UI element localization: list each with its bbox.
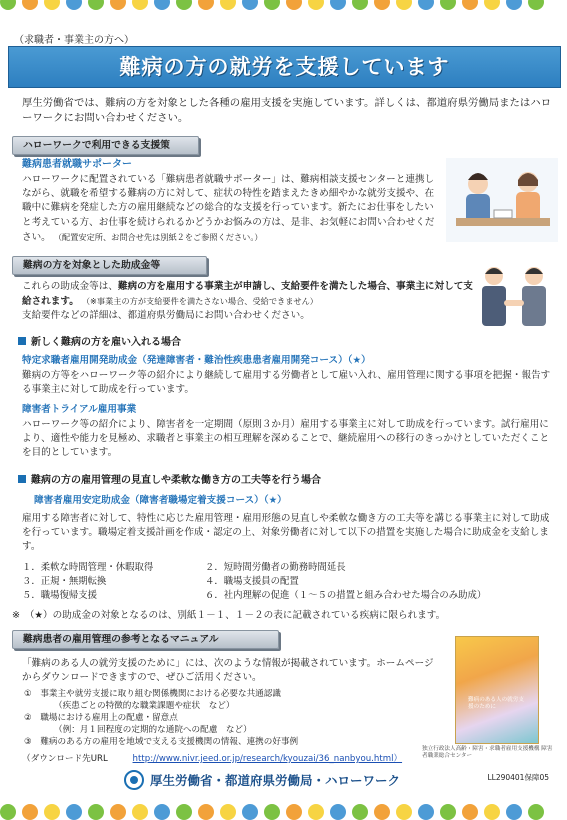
supporter-note: （配置安定所、お問合せ先は別紙２をご参照ください。） [53, 231, 263, 242]
measure-item: ５．職場復帰支援 [22, 589, 98, 601]
audience-label: （求職者・事業主の方へ） [14, 35, 134, 46]
decorative-dot [176, 804, 192, 820]
grants-body-b: 難病の方を雇用する事業主が申請し、支給要件を満たした場合、事業主に対して支給されます。 [22, 281, 473, 308]
decorative-dot [506, 804, 522, 820]
manual-body: 「難病のある人の就労支援のために」には、次のような情報が掲載されています。ホームページからダウンロードできますので、ぜひご活用ください。 [22, 658, 434, 684]
handshake-illustration [472, 262, 556, 334]
measure-item: ６．社内理解の促進（１～５の措置と組み合わせた場合のみ助成） [205, 589, 487, 601]
decorative-dot [264, 0, 280, 10]
decorative-dot [132, 0, 148, 10]
decorative-dot [352, 804, 368, 820]
decorative-dot [132, 804, 148, 820]
top-dot-border [0, 0, 567, 10]
manual-content-item [24, 688, 444, 700]
decorative-dot [286, 804, 302, 820]
measure-item: ４．職場支援員の配置 [205, 575, 299, 587]
decorative-dot [66, 804, 82, 820]
manual-content-item [24, 712, 444, 724]
mhlw-logo-icon [124, 770, 144, 790]
decorative-dot [88, 0, 104, 10]
supporter-title: 難病患者就職サポーター [22, 159, 132, 170]
decorative-dot [396, 0, 412, 10]
decorative-dot [330, 804, 346, 820]
download-line [22, 752, 402, 766]
item-sub: （疾患ごとの特徴的な職業課題や症状 など） [54, 701, 235, 711]
decorative-dot [44, 804, 60, 820]
download-url-link[interactable]: http://www.nivr.jeed.or.jp/research/kyouzai/36_nanbyou.html） [132, 754, 403, 764]
square-bullet-icon [18, 337, 26, 345]
item-marker: ② [24, 713, 41, 723]
decorative-dot [528, 804, 544, 820]
decorative-dot [286, 0, 302, 10]
measure-item: １．柔軟な時間管理・休暇取得 [22, 562, 154, 573]
decorative-dot [264, 804, 280, 820]
grants-body-a: これらの助成金等は、 [22, 281, 118, 292]
measure-row [22, 561, 486, 575]
decorative-dot [154, 0, 170, 10]
measure-row [22, 589, 486, 603]
decorative-dot [418, 804, 434, 820]
decorative-dot [154, 804, 170, 820]
subhead-flexible-work-text: 難病の方の雇用管理の見直しや柔軟な働き方の工夫等を行う場合 [31, 475, 321, 486]
decorative-dot [440, 0, 456, 10]
decorative-dot [242, 0, 258, 10]
decorative-dot [44, 0, 60, 10]
item-main: 事業主や就労支援に取り組む関係機関における必要な共通認識 [40, 689, 281, 699]
decorative-dot [88, 804, 104, 820]
grant2-body: ハローワーク等の紹介により、障害者を一定期間（原則３か月）雇用する事業主に対して助成を行っています。試行雇用により、適性や能力を見極め、求職者と事業主の相互理解を深めることで、継続雇用への移行のきっかけとしていただくことを目的としています。 [22, 419, 550, 459]
section-heading-hellowork: ハローワークで利用できる支援策 [12, 136, 199, 155]
item-main: 職場における雇用上の配慮・留意点 [40, 713, 178, 723]
document-code: LL290401保障05 [487, 773, 549, 782]
supporter-body-text: ハローワークに配置されている「難病患者就職サポーター」は、難病相談支援センターと連携しながら、就職を希望する難病の方に対して、症状の特性を踏まえたきめ細やかな就労支援や、在職中に難病を発症した方の雇用継続などの総合的な支援を行っています。新たにお仕事をしたいと考えている方、お仕事を続けられるかどうかお悩みの方は、是非、お気軽にお問い合わせください。 [22, 174, 435, 243]
grants-note: （※事業主の方が支給要件を満たさない場合、受給できません） [81, 296, 318, 307]
measures-list [22, 561, 486, 602]
subhead-new-hire-text: 新しく難病の方を雇い入れる場合 [31, 337, 181, 348]
page-title: 難病の方の就労を支援しています [8, 46, 561, 88]
measure-row [22, 575, 486, 589]
decorative-dot [0, 0, 16, 10]
download-label: （ダウンロード先URL [22, 754, 108, 764]
decorative-dot [396, 804, 412, 820]
decorative-dot [110, 804, 126, 820]
square-bullet-icon [18, 475, 26, 483]
decorative-dot [66, 0, 82, 10]
decorative-dot [374, 0, 390, 10]
decorative-dot [418, 0, 434, 10]
measure-item: ２．短時間労働者の勤務時間延長 [205, 562, 346, 573]
item-main: 難病のある方の雇用を地域で支える支援機関の情報、連携の好事例 [40, 737, 299, 747]
book-cover-title: 難病のある人の就労支援のために [468, 697, 524, 710]
decorative-dot [462, 0, 478, 10]
eligibility-footnote: ※ （★）の助成金の対象となるのは、別紙１－１、１－２の表に記載されている疾病に限られます。 [12, 610, 446, 621]
measure-item: ３．正規・無期転換 [22, 575, 107, 587]
book-caption: 独立行政法人高齢・障害・求職者雇用支援機構 障害者職業総合センター [422, 746, 553, 759]
decorative-dot [0, 804, 16, 820]
grant1-title: 特定求職者雇用開発助成金（発達障害者・難治性疾患患者雇用開発コース）（★） [22, 355, 371, 366]
grant2-title: 障害者トライアル雇用事業 [22, 404, 137, 415]
decorative-dot [484, 0, 500, 10]
subhead-new-hire [18, 336, 181, 350]
decorative-dot [374, 804, 390, 820]
grants-body [22, 280, 477, 324]
decorative-dot [308, 0, 324, 10]
decorative-dot [352, 0, 368, 10]
decorative-dot [462, 804, 478, 820]
grant1-body: 難病の方等をハローワーク等の紹介により継続して雇用する労働者として雇い入れ、雇用管理に関する事項を把握・報告する事業主に対して助成を行っています。 [22, 370, 551, 396]
manual-book-cover [455, 636, 539, 744]
subhead-flexible-work [18, 474, 321, 488]
item-marker: ① [24, 689, 41, 699]
decorative-dot [242, 804, 258, 820]
item-marker: ③ [24, 737, 41, 747]
manual-content-item [24, 736, 444, 748]
section-heading-grants: 難病の方を対象とした助成金等 [12, 256, 207, 275]
decorative-dot [440, 804, 456, 820]
decorative-dot [176, 0, 192, 10]
grant3-title: 障害者雇用安定助成金（障害者職場定着支援コース）（★） [34, 495, 287, 506]
decorative-dot [110, 0, 126, 10]
grants-body-c: 支給要件などの詳細は、都道府県労働局にお問い合わせください。 [22, 310, 310, 322]
decorative-dot [198, 804, 214, 820]
item-sub: （例：月１回程度の定期的な通院への配慮 など） [54, 725, 252, 735]
section-heading-manual: 難病患者の雇用管理の参考となるマニュアル [12, 630, 279, 649]
footer-organizations: 厚生労働省・都道府県労働局・ハローワーク [150, 773, 401, 788]
decorative-dot [220, 0, 236, 10]
decorative-dot [330, 0, 346, 10]
manual-contents-list [24, 688, 444, 748]
bottom-dot-border [0, 804, 567, 820]
decorative-dot [506, 0, 522, 10]
decorative-dot [484, 804, 500, 820]
intro-text: 厚生労働省では、難病の方を対象とした各種の雇用支援を実施しています。詳しくは、都道府県労働局またはハローワークにお問い合わせください。 [22, 97, 552, 124]
decorative-dot [308, 804, 324, 820]
supporter-body [22, 173, 442, 245]
footer [0, 770, 567, 790]
decorative-dot [22, 0, 38, 10]
decorative-dot [528, 0, 544, 10]
consultation-illustration [446, 158, 558, 242]
decorative-dot [220, 804, 236, 820]
decorative-dot [198, 0, 214, 10]
grant3-body: 雇用する障害者に対して、特性に応じた雇用管理・雇用形態の見直しや柔軟な働き方の工夫等を講じる事業主に対して助成を行っています。職場定着支援計画を作成・認定の上、対象労働者に対して以下の措置を実施した場合に助成金を支給します。 [22, 513, 550, 553]
decorative-dot [22, 804, 38, 820]
